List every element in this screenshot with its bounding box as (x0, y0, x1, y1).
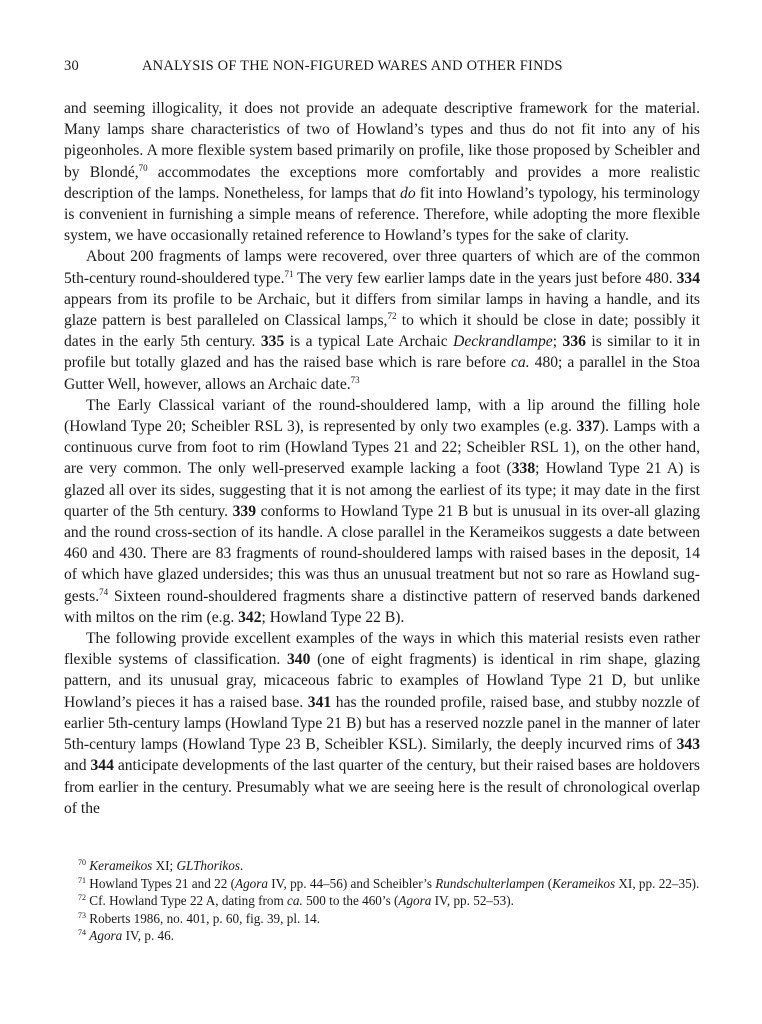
text-run: The very few earlier lamps date in the years just before 480. (293, 269, 677, 287)
page-number: 30 (64, 58, 79, 74)
footnote-reference: 73 (350, 374, 360, 385)
text-run: XI, pp. 22–35). (615, 875, 700, 891)
footnote (64, 910, 700, 928)
text-run: conforms to Howland Type 21 B but is unusual in its over-all glazing and the round cross-section of its handle. A close parallel in the Kerameikos suggests a date between 460 and 430. There are 83 fragments of round-shouldered lamps with raised bases in the deposit, 14 of which have glazed undersides; this was thus an unusual treatment but not so rare as Howland suggests. (64, 502, 700, 605)
footnote-reference: 74 (99, 586, 109, 597)
paragraph (64, 628, 700, 819)
italic-text: Agora (235, 875, 268, 891)
catalogue-number: 339 (232, 502, 256, 520)
italic-text: Kerameikos (89, 858, 153, 873)
text-run: (one of eight fragments) is identical in rim shape, glazing pattern, and its unusual gray, micaceous fabric to examples of Howland Type 21 D, but unlike Howland’s pieces it has a raised base. (64, 651, 700, 711)
footnote-reference: 70 (138, 162, 148, 173)
footnote (64, 892, 700, 910)
italic-text: Rundschulterlampen (435, 875, 545, 891)
text-run: anticipate developments of the last quarter of the century, but their raised bases are holdovers from earlier in the century. Presumably what we are seeing here is the result of chronological overlap of the (64, 757, 700, 817)
running-header (64, 58, 700, 82)
text-run: IV, pp. 44–56) and Scheibler’s (267, 875, 436, 891)
catalogue-number: 342 (238, 608, 262, 626)
text-run: IV, pp. 52–53). (431, 893, 514, 909)
text-run: has the rounded profile, raised base, and stubby nozzle of earlier 5th-century lamps (Howland Type 21 B) but has a reserved nozzle panel in the manner of later 5th-century lamps (Howland Type 23 B, Scheibler KSL). Similarly, the deeply incurved rims of (64, 693, 700, 754)
text-run: and seeming illogicality, it does not provide an adequate descriptive framework for the material. Many lamps share characteristics of two of Howland’s types and thus do not fit into any of his pigeonholes. A more flexible system based primarily on profile, like those proposed by Scheibler and by Blondé, (64, 100, 700, 181)
text-run: The following provide excellent examples of the ways in which this material resists even rather flexible systems of classification. (64, 630, 700, 669)
text-run: Sixteen round-shouldered fragments share a distinctive pattern of reserved bands darkened with miltos on the rim (e.g. (64, 587, 700, 626)
paragraph (64, 246, 700, 394)
italic-text: ca. (511, 354, 530, 372)
catalogue-number: 343 (676, 736, 700, 754)
text-run: fit into Howland’s typology, his terminology is convenient in furnishing a simple means of reference. Therefore, while adopting the more flexible system, we have occasionally retained reference to Howland’s types for the sake of clarity. (64, 184, 700, 245)
footnote-number: 70 (78, 858, 86, 867)
text-run: 480; a parallel in the Stoa Gutter Well, however, allows an Archaic date. (64, 354, 700, 393)
italic-text: ca. (287, 893, 303, 909)
catalogue-number: 341 (307, 693, 332, 711)
footnote-number: 71 (78, 875, 86, 885)
body-text (64, 98, 700, 819)
footnote-reference: 71 (284, 268, 294, 279)
italic-text: do (400, 184, 416, 202)
text-run: 500 to the 460’s ( (302, 893, 399, 909)
text-run: ; (552, 333, 563, 351)
footnote (64, 927, 700, 945)
text-run: The Early Classical variant of the round-shouldered lamp, with a lip around the filling hole (Howland Type 20; Scheibler RSL 3), is represented by only two examples (e.g. (64, 396, 700, 436)
text-run: is a typical Late Archaic (284, 333, 454, 351)
footnote-number: 72 (78, 893, 86, 903)
text-run: Cf. Howland Type 22 A, dating from (89, 893, 288, 909)
catalogue-number: 336 (562, 333, 586, 351)
italic-text: Deckrandlampe (453, 333, 553, 351)
italic-text: Agora (398, 893, 432, 909)
catalogue-number: 335 (260, 333, 285, 351)
text-run: appears from its profile to be Archaic, but it differs from similar lamps in having a handle, and its glaze pattern is best paralleled on Classical lamps, (64, 290, 700, 330)
text-run: XI; (152, 858, 177, 873)
italic-text: GLThorikos (176, 858, 240, 873)
text-run: IV, p. 46. (122, 928, 175, 944)
footnote-number: 73 (78, 910, 86, 920)
running-head-title: ANALYSIS OF THE NON-FIGURED WARES AND OTHER FINDS (142, 58, 563, 74)
catalogue-number: 334 (676, 269, 700, 287)
text-run: ; Howland Type 21 A) is glazed all over its sides, suggesting that it is not among the earliest of its type; it may date in the first quarter of the 5th century. (64, 460, 700, 520)
text-run: ; Howland Type 22 B). (261, 608, 405, 626)
footnotes (64, 857, 700, 945)
text-run: and (64, 757, 91, 775)
italic-text: Kerameikos (552, 875, 616, 891)
footnote-number: 74 (78, 928, 86, 938)
text-run: to which it should be close in date; possibly it dates in the early 5th century. (64, 312, 700, 351)
catalogue-number: 338 (511, 460, 536, 478)
catalogue-number: 344 (90, 757, 114, 775)
text-run: . (239, 858, 244, 873)
text-run: is similar to it in profile but totally glazed and has the raised base which is rare before (64, 333, 700, 372)
page (64, 58, 700, 819)
catalogue-number: 337 (576, 418, 600, 436)
catalogue-number: 340 (286, 651, 311, 669)
text-run: About 200 fragments of lamps were recovered, over three quarters of which are of the common 5th-century round-shouldered type. (64, 248, 700, 287)
paragraph (64, 395, 700, 628)
footnote (64, 857, 700, 875)
text-run: Howland Types 21 and 22 ( (89, 875, 236, 891)
text-run: Roberts 1986, no. 401, p. 60, fig. 39, pl. 14. (89, 910, 321, 926)
text-run: accommodates the exceptions more comfortably and provides a more realistic description of the lamps. Nonetheless, for lamps that (64, 163, 700, 202)
paragraph (64, 98, 700, 246)
text-run: ). Lamps with a continuous curve from foot to rim (Howland Types 21 and 22; Scheibler RSL 1), on the other hand, are very common. The only well-preserved example lacking a foot ( (64, 418, 700, 478)
text-run: ( (544, 875, 553, 891)
footnote-reference: 72 (387, 311, 397, 322)
italic-text: Agora (89, 928, 123, 944)
footnote (64, 875, 700, 893)
